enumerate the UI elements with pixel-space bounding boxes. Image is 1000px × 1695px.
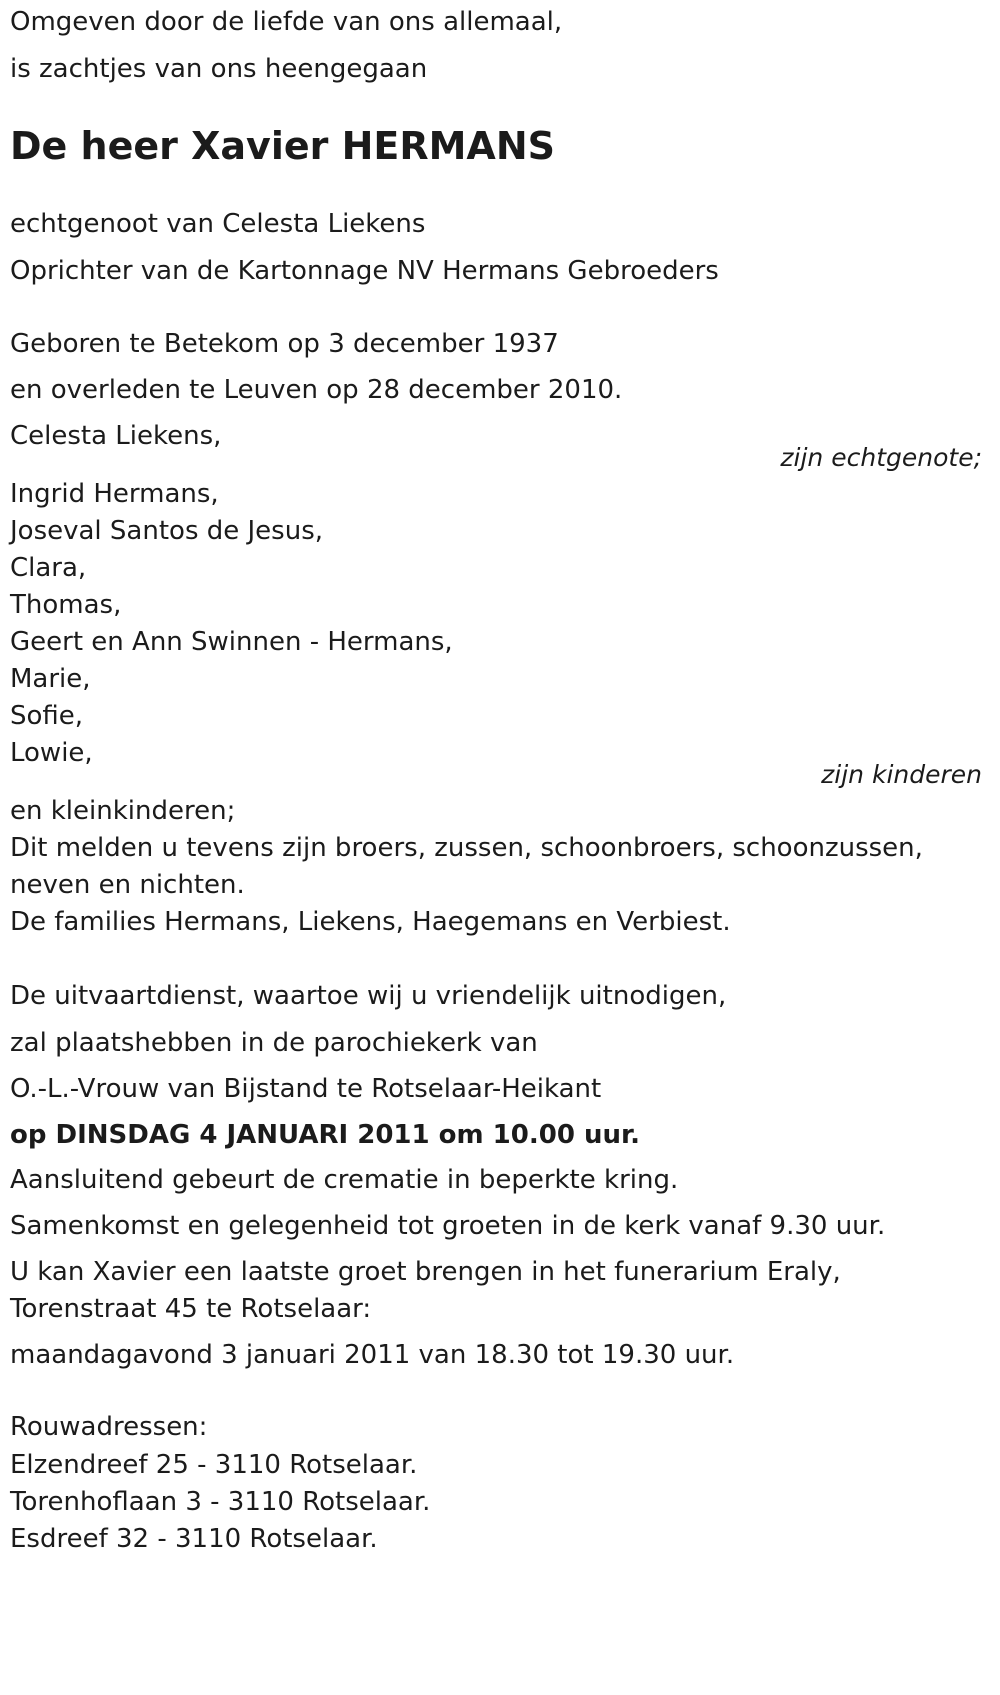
addresses-heading: Rouwadressen: bbox=[10, 1412, 208, 1442]
deceased-name: De heer Xavier HERMANS bbox=[10, 124, 556, 168]
relatives-line: Dit melden u tevens zijn broers, zussen, schoonbroers, schoonzussen, bbox=[10, 833, 923, 863]
child-name: Clara, bbox=[10, 553, 87, 583]
visit-time: maandagavond 3 januari 2011 van 18.30 tot 19.30 uur. bbox=[10, 1340, 735, 1370]
child-name: Marie, bbox=[10, 664, 91, 694]
child-name: Ingrid Hermans, bbox=[10, 479, 219, 509]
child-name: Geert en Ann Swinnen - Hermans, bbox=[10, 627, 453, 657]
service-line-1: De uitvaartdienst, waartoe wij u vriendelijk uitnodigen, bbox=[10, 981, 727, 1011]
founder-line: Oprichter van de Kartonnage NV Hermans Gebroeders bbox=[10, 256, 719, 286]
child-name: Thomas, bbox=[10, 590, 122, 620]
intro-line-2: is zachtjes van ons heengegaan bbox=[10, 54, 428, 84]
child-name: Lowie, bbox=[10, 738, 93, 768]
address-item: Torenhoflaan 3 - 3110 Rotselaar. bbox=[10, 1487, 431, 1517]
gathering-line: Samenkomst en gelegenheid tot groeten in de kerk vanaf 9.30 uur. bbox=[10, 1211, 886, 1241]
spouse-line: echtgenoot van Celesta Liekens bbox=[10, 209, 426, 239]
children-role: zijn kinderen bbox=[821, 760, 982, 789]
grandchildren-line: en kleinkinderen; bbox=[10, 796, 236, 826]
death-line: en overleden te Leuven op 28 december 2010. bbox=[10, 375, 623, 405]
visit-line-1: U kan Xavier een laatste groet brengen in het funerarium Eraly, bbox=[10, 1257, 841, 1287]
address-item: Elzendreef 25 - 3110 Rotselaar. bbox=[10, 1450, 418, 1480]
child-name: Joseval Santos de Jesus, bbox=[10, 516, 324, 546]
address-item: Esdreef 32 - 3110 Rotselaar. bbox=[10, 1524, 378, 1554]
service-date: op DINSDAG 4 JANUARI 2011 om 10.00 uur. bbox=[10, 1120, 640, 1150]
service-line-2: zal plaatshebben in de parochiekerk van bbox=[10, 1028, 538, 1058]
relatives-line-2: neven en nichten. bbox=[10, 870, 245, 900]
child-name: Sofie, bbox=[10, 701, 84, 731]
families-line: De families Hermans, Liekens, Haegemans en Verbiest. bbox=[10, 907, 731, 937]
wife-name: Celesta Liekens, bbox=[10, 421, 222, 451]
cremation-line: Aansluitend gebeurt de crematie in beperkte kring. bbox=[10, 1165, 679, 1195]
intro-line-1: Omgeven door de liefde van ons allemaal, bbox=[10, 7, 563, 37]
visit-line-2: Torenstraat 45 te Rotselaar: bbox=[10, 1294, 372, 1324]
wife-role: zijn echtgenote; bbox=[780, 443, 982, 472]
birth-line: Geboren te Betekom op 3 december 1937 bbox=[10, 329, 559, 359]
service-church: O.-L.-Vrouw van Bijstand te Rotselaar-Heikant bbox=[10, 1074, 602, 1104]
